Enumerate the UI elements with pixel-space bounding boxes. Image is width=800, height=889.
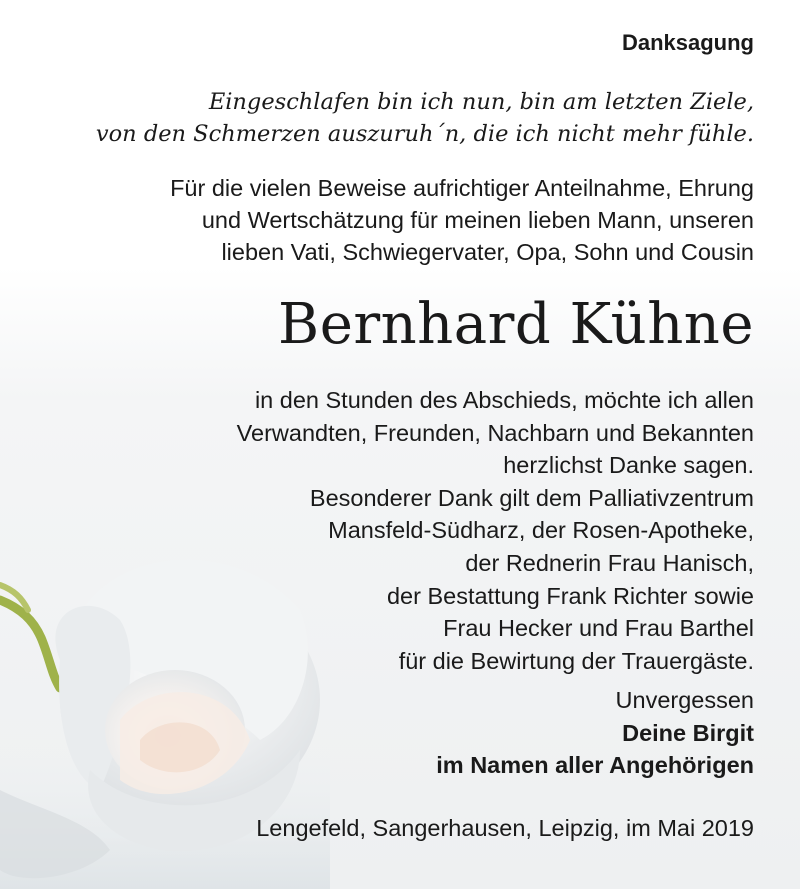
- intro-paragraph: [40, 172, 754, 268]
- poem-verse: [40, 86, 754, 150]
- thanks-line: der Rednerin Frau Hanisch,: [465, 549, 754, 576]
- unforgotten-text: Unvergessen: [615, 687, 754, 713]
- closing-block: [40, 684, 754, 782]
- thanks-line: herzlichst Danke sagen.: [503, 452, 754, 479]
- intro-line: Für die vielen Beweise aufrichtiger Anteilnahme, Ehrung: [170, 175, 754, 201]
- intro-line: und Wertschätzung für meinen lieben Mann, unseren: [201, 207, 754, 233]
- signature: Deine Birgit: [622, 719, 754, 746]
- thanks-line: in den Stunden des Abschieds, möchte ich allen: [254, 387, 754, 413]
- thanks-line: der Bestattung Frank Richter sowie: [386, 582, 754, 609]
- thanks-line: Mansfeld-Südharz, der Rosen-Apotheke,: [328, 517, 754, 544]
- place-date: Lengefeld, Sangerhausen, Leipzig, im Mai 2019: [256, 815, 754, 841]
- thanks-line: Verwandten, Freunden, Nachbarn und Bekannten: [236, 419, 754, 446]
- thanks-line: Besonderer Dank gilt dem Palliativzentrum: [309, 484, 754, 511]
- thanks-line: für die Bewirtung der Trauergäste.: [398, 647, 754, 674]
- thanks-line: Frau Hecker und Frau Barthel: [443, 615, 754, 642]
- deceased-name: Bernhard Kühne: [278, 292, 754, 357]
- intro-line: lieben Vati, Schwiegervater, Opa, Sohn und Cousin: [221, 239, 754, 265]
- notice-heading: Danksagung: [621, 30, 754, 55]
- poem-line: von den Schmerzen auszuruh´n, die ich nicht mehr fühle.: [95, 121, 754, 147]
- family-line: im Namen aller Angehörigen: [436, 752, 754, 779]
- poem-line: Eingeschlafen bin ich nun, bin am letzten Ziele,: [208, 89, 754, 115]
- thanks-paragraph: [40, 384, 754, 677]
